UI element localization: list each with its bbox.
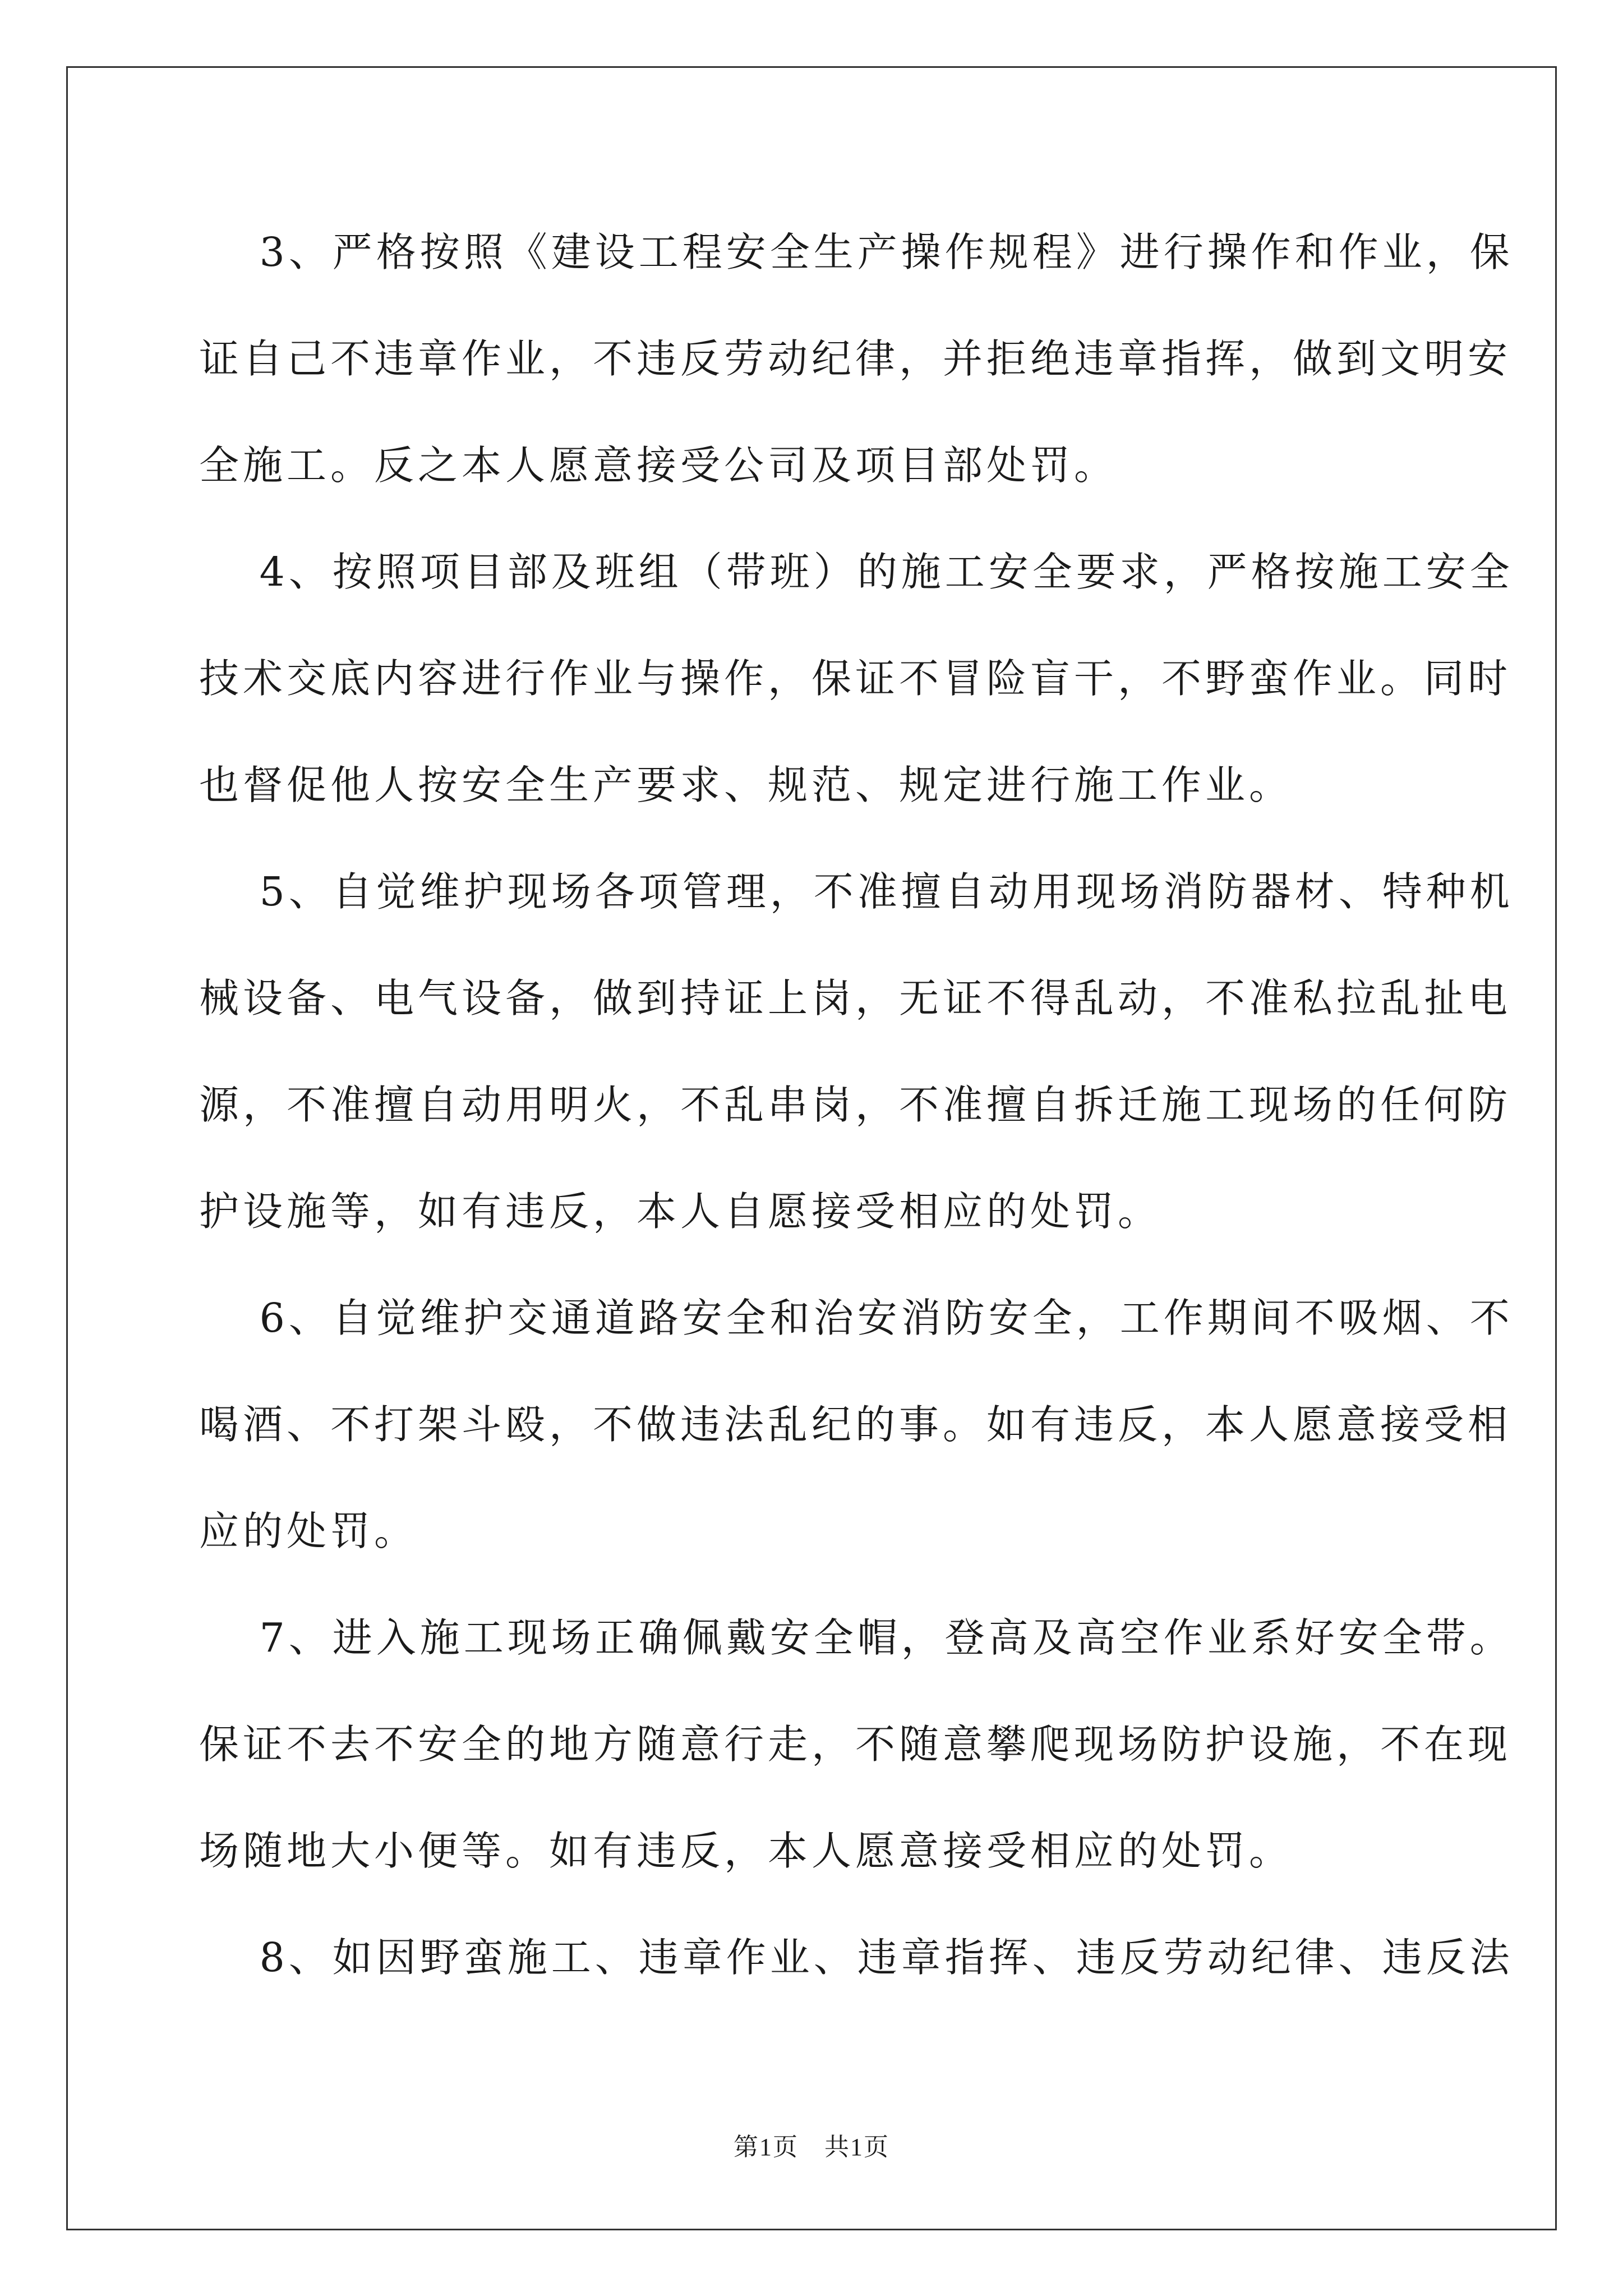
text-line: 源，不准擅自动用明火，不乱串岗，不准擅自拆迁施工现场的任何防 [199,1082,1512,1128]
text-line: 证自己不违章作业，不违反劳动纪律，并拒绝违章指挥，做到文明安 [199,335,1512,382]
text-line: 6、自觉维护交通道路安全和治安消防安全，工作期间不吸烟、不 [199,1295,1514,1341]
text-line: 场随地大小便等。如有违反，本人愿意接受相应的处罚。 [199,1828,1293,1874]
text-line: 护设施等，如有违反，本人自愿接受相应的处罚。 [199,1188,1162,1235]
text-line: 应的处罚。 [199,1508,418,1554]
text-line: 也督促他人按安全生产要求、规范、规定进行施工作业。 [199,762,1293,808]
text-line: 8、如因野蛮施工、违章作业、违章指挥、违反劳动纪律、违反法 [199,1934,1514,1981]
text-line: 技术交底内容进行作业与操作，保证不冒险盲干，不野蛮作业。同时 [199,655,1512,702]
text-line: 5、自觉维护现场各项管理，不准擅自动用现场消防器材、特种机 [199,868,1514,915]
page-number: 第1页 共1页 [734,2133,889,2161]
text-line: 7、进入施工现场正确佩戴安全帽，登高及高空作业系好安全带。 [199,1614,1514,1661]
text-line: 3、严格按照《建设工程安全生产操作规程》进行操作和作业，保 [199,229,1514,275]
text-line: 4、按照项目部及班组（带班）的施工安全要求，严格按施工安全 [199,549,1514,595]
text-line: 全施工。反之本人愿意接受公司及项目部处罚。 [199,442,1118,489]
text-line: 保证不去不安全的地方随意行走，不随意攀爬现场防护设施，不在现 [199,1721,1512,1768]
text-line: 械设备、电气设备，做到持证上岗，无证不得乱动，不准私拉乱扯电 [199,975,1512,1022]
page-border [66,66,1557,2230]
text-line: 喝酒、不打架斗殴，不做违法乱纪的事。如有违反，本人愿意接受相 [199,1401,1512,1448]
